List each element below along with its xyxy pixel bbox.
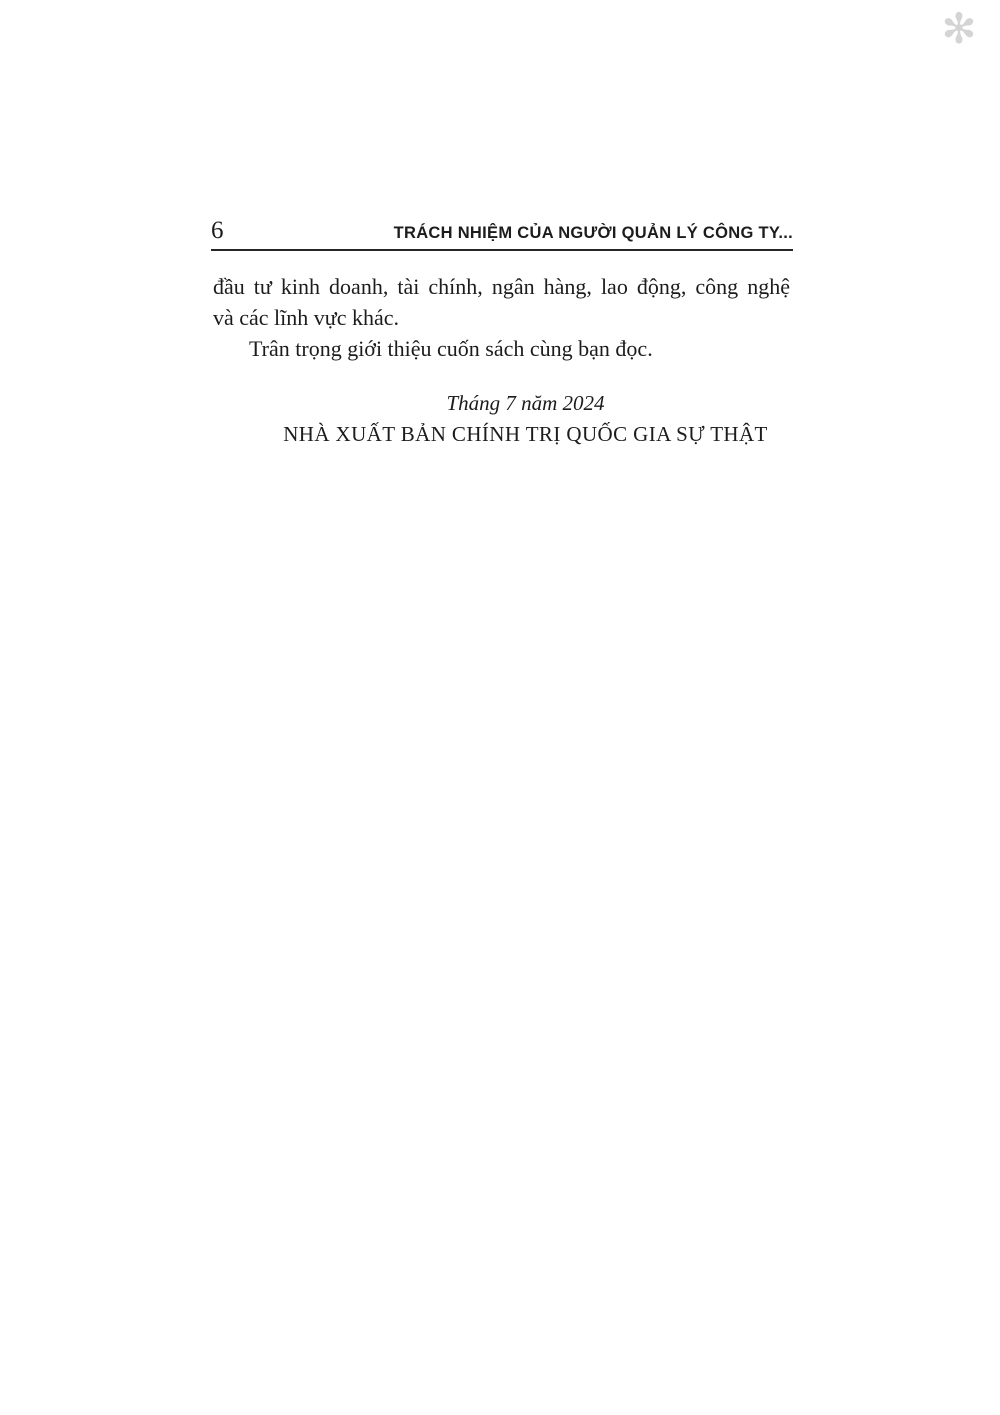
body-line-1: đầu tư kinh doanh, tài chính, ngân hàng, lao động, công nghệ <box>213 274 790 299</box>
signoff-date: Tháng 7 năm 2024 <box>446 391 605 415</box>
flower-asterisk-icon: ✻ <box>941 7 977 53</box>
body-line-2: và các lĩnh vực khác. <box>213 305 400 330</box>
body-line-3: Trân trọng giới thiệu cuốn sách cùng bạn đọc. <box>249 336 653 361</box>
page-header <box>211 218 793 251</box>
signoff-block <box>237 388 814 450</box>
running-title: TRÁCH NHIỆM CỦA NGƯỜI QUẢN LÝ CÔNG TY... <box>393 224 793 242</box>
body-text <box>213 271 790 364</box>
publisher-name: NHÀ XUẤT BẢN CHÍNH TRỊ QUỐC GIA SỰ THẬT <box>283 422 768 446</box>
page-number: 6 <box>211 217 224 244</box>
